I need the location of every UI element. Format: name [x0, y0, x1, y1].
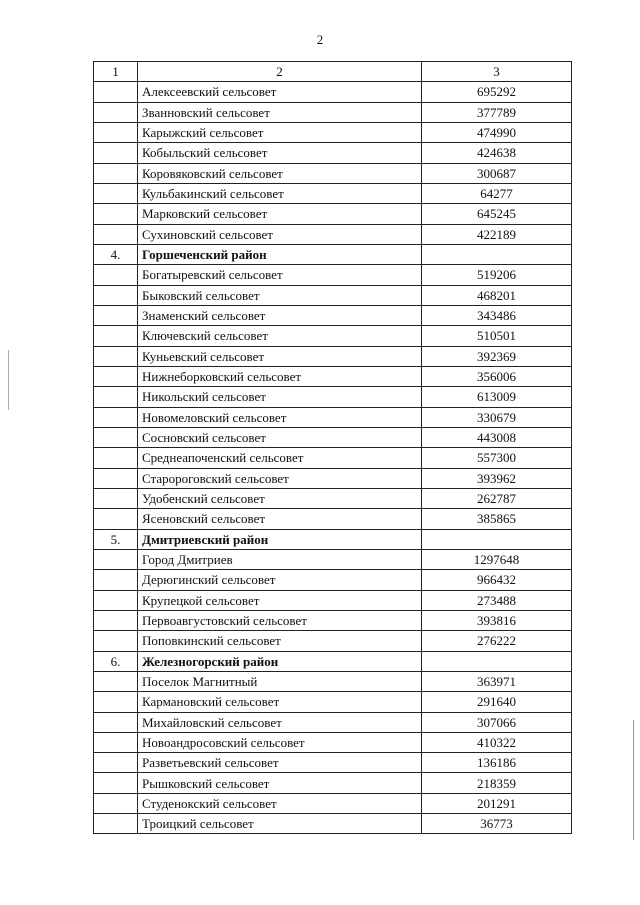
table-row — [94, 733, 572, 753]
row-value: 273488 — [422, 591, 572, 610]
row-number — [94, 794, 138, 813]
district-row — [94, 652, 572, 672]
table-row — [94, 306, 572, 326]
table-row — [94, 773, 572, 793]
row-number — [94, 611, 138, 630]
row-name: Железногорский район — [138, 652, 422, 671]
table-row — [94, 408, 572, 428]
row-name: Студенокский сельсовет — [138, 794, 422, 813]
district-row — [94, 245, 572, 265]
row-name: Кобыльский сельсовет — [138, 143, 422, 162]
row-value: 519206 — [422, 265, 572, 284]
table-row — [94, 347, 572, 367]
table-row — [94, 713, 572, 733]
table-row — [94, 489, 572, 509]
row-number — [94, 326, 138, 345]
row-value: 363971 — [422, 672, 572, 691]
row-name: Знаменский сельсовет — [138, 306, 422, 325]
row-name: Троицкий сельсовет — [138, 814, 422, 833]
header-col-value: 3 — [422, 62, 572, 81]
row-value: 385865 — [422, 509, 572, 528]
table-row — [94, 814, 572, 834]
row-name: Коровяковский сельсовет — [138, 164, 422, 183]
row-number — [94, 286, 138, 305]
row-name: Поселок Магнитный — [138, 672, 422, 691]
row-name: Сосновский сельсовет — [138, 428, 422, 447]
row-name: Город Дмитриев — [138, 550, 422, 569]
row-value: 966432 — [422, 570, 572, 589]
row-name: Сухиновский сельсовет — [138, 225, 422, 244]
row-value: 443008 — [422, 428, 572, 447]
row-number — [94, 225, 138, 244]
row-number — [94, 164, 138, 183]
table-row — [94, 265, 572, 285]
table-row — [94, 225, 572, 245]
row-name: Крупецкой сельсовет — [138, 591, 422, 610]
row-number — [94, 387, 138, 406]
table-row — [94, 631, 572, 651]
row-number — [94, 265, 138, 284]
row-value: 201291 — [422, 794, 572, 813]
row-value: 613009 — [422, 387, 572, 406]
row-value: 1297648 — [422, 550, 572, 569]
row-number — [94, 184, 138, 203]
table-row — [94, 326, 572, 346]
row-value: 695292 — [422, 82, 572, 101]
row-value — [422, 245, 572, 264]
row-number — [94, 591, 138, 610]
allocation-table — [93, 61, 572, 834]
row-number — [94, 631, 138, 650]
table-row — [94, 123, 572, 143]
header-col-number: 1 — [94, 62, 138, 81]
row-name: Рышковский сельсовет — [138, 773, 422, 792]
row-value: 645245 — [422, 204, 572, 223]
table-row — [94, 428, 572, 448]
row-number — [94, 469, 138, 488]
row-value: 392369 — [422, 347, 572, 366]
row-value: 262787 — [422, 489, 572, 508]
row-value: 557300 — [422, 448, 572, 467]
row-name: Ясеновский сельсовет — [138, 509, 422, 528]
scan-artifact-line — [633, 720, 634, 840]
row-value: 356006 — [422, 367, 572, 386]
row-number — [94, 509, 138, 528]
table-row — [94, 794, 572, 814]
row-value: 330679 — [422, 408, 572, 427]
row-value: 424638 — [422, 143, 572, 162]
row-number — [94, 489, 138, 508]
row-name: Дерюгинский сельсовет — [138, 570, 422, 589]
row-number — [94, 306, 138, 325]
row-name: Поповкинский сельсовет — [138, 631, 422, 650]
table-row — [94, 550, 572, 570]
table-row — [94, 469, 572, 489]
row-name: Званновский сельсовет — [138, 103, 422, 122]
row-number — [94, 692, 138, 711]
row-value: 276222 — [422, 631, 572, 650]
row-name: Среднеапоченский сельсовет — [138, 448, 422, 467]
row-name: Ключевский сельсовет — [138, 326, 422, 345]
row-name: Быковский сельсовет — [138, 286, 422, 305]
table-row — [94, 672, 572, 692]
row-number — [94, 367, 138, 386]
table-row — [94, 82, 572, 102]
table-row — [94, 367, 572, 387]
table-body — [94, 82, 572, 834]
row-value — [422, 530, 572, 549]
row-number — [94, 570, 138, 589]
row-number — [94, 713, 138, 732]
row-name: Разветьевский сельсовет — [138, 753, 422, 772]
row-number — [94, 773, 138, 792]
row-name: Марковский сельсовет — [138, 204, 422, 223]
row-name: Алексеевский сельсовет — [138, 82, 422, 101]
page-number: 2 — [316, 32, 324, 47]
row-value: 393962 — [422, 469, 572, 488]
row-value: 307066 — [422, 713, 572, 732]
row-number — [94, 143, 138, 162]
row-name: Нижнеборковский сельсовет — [138, 367, 422, 386]
row-number — [94, 123, 138, 142]
row-value: 422189 — [422, 225, 572, 244]
table-row — [94, 591, 572, 611]
scan-artifact-line — [8, 350, 9, 410]
row-name: Кульбакинский сельсовет — [138, 184, 422, 203]
row-value: 377789 — [422, 103, 572, 122]
table-row — [94, 184, 572, 204]
row-number — [94, 672, 138, 691]
table-row — [94, 164, 572, 184]
row-number — [94, 550, 138, 569]
row-value — [422, 652, 572, 671]
row-value: 136186 — [422, 753, 572, 772]
row-name: Старороговский сельсовет — [138, 469, 422, 488]
row-name: Первоавгустовский сельсовет — [138, 611, 422, 630]
row-number — [94, 814, 138, 833]
row-value: 218359 — [422, 773, 572, 792]
table-row — [94, 611, 572, 631]
row-name: Михайловский сельсовет — [138, 713, 422, 732]
row-value: 343486 — [422, 306, 572, 325]
row-name: Карыжский сельсовет — [138, 123, 422, 142]
row-name: Дмитриевский район — [138, 530, 422, 549]
row-number — [94, 428, 138, 447]
table-row — [94, 387, 572, 407]
row-name: Удобенский сельсовет — [138, 489, 422, 508]
row-name: Богатыревский сельсовет — [138, 265, 422, 284]
table-row — [94, 753, 572, 773]
table-row — [94, 103, 572, 123]
row-number — [94, 103, 138, 122]
row-number — [94, 347, 138, 366]
row-value: 36773 — [422, 814, 572, 833]
row-number — [94, 448, 138, 467]
table-row — [94, 692, 572, 712]
table-row — [94, 448, 572, 468]
row-value: 410322 — [422, 733, 572, 752]
row-number — [94, 733, 138, 752]
table-header-row — [94, 62, 572, 82]
row-name: Кармановский сельсовет — [138, 692, 422, 711]
row-number — [94, 408, 138, 427]
row-value: 291640 — [422, 692, 572, 711]
row-number: 4. — [94, 245, 138, 264]
table-row — [94, 570, 572, 590]
row-name: Новоандросовский сельсовет — [138, 733, 422, 752]
row-number: 6. — [94, 652, 138, 671]
table-row — [94, 286, 572, 306]
row-number — [94, 753, 138, 772]
row-value: 474990 — [422, 123, 572, 142]
row-name: Горшеченский район — [138, 245, 422, 264]
district-row — [94, 530, 572, 550]
header-col-name: 2 — [138, 62, 422, 81]
row-name: Никольский сельсовет — [138, 387, 422, 406]
row-number — [94, 204, 138, 223]
row-number: 5. — [94, 530, 138, 549]
table-row — [94, 204, 572, 224]
row-number — [94, 82, 138, 101]
row-name: Куньевский сельсовет — [138, 347, 422, 366]
row-name: Новомеловский сельсовет — [138, 408, 422, 427]
row-value: 64277 — [422, 184, 572, 203]
row-value: 468201 — [422, 286, 572, 305]
row-value: 510501 — [422, 326, 572, 345]
row-value: 393816 — [422, 611, 572, 630]
table-row — [94, 509, 572, 529]
table-row — [94, 143, 572, 163]
row-value: 300687 — [422, 164, 572, 183]
